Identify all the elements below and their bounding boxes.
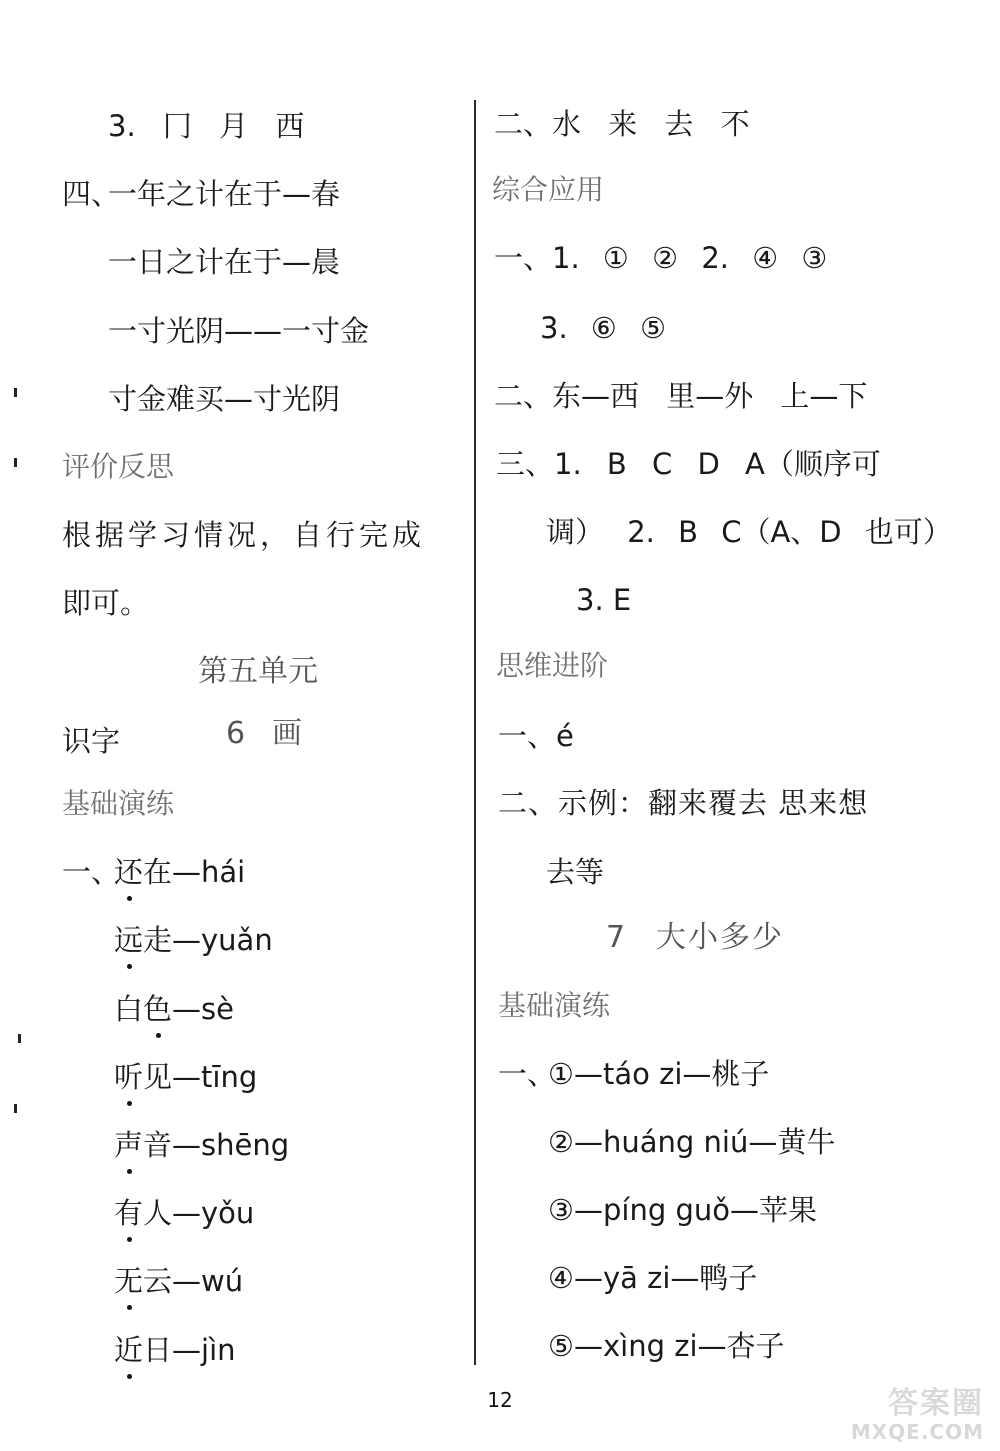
comp-answer: 三、1. B C D A（顺序可 xyxy=(496,447,881,481)
fruit-answer: ①—táo zi—桃子 xyxy=(548,1057,770,1091)
pinyin-pair xyxy=(114,1125,289,1165)
lesson-title: 画 xyxy=(272,716,302,751)
dotted-char: 远 xyxy=(114,920,143,960)
pair-rest: 见—tīng xyxy=(143,1060,258,1094)
fruit-answer: ④—yā zi—鸭子 xyxy=(548,1261,758,1295)
lesson-number: 7 xyxy=(606,920,626,955)
proverb-line: 一年之计在于—春 xyxy=(108,177,341,211)
lesson-category: 识字 xyxy=(62,724,121,758)
dotted-char: 声 xyxy=(114,1125,143,1165)
comp-answer: 调） 2. B C（A、D 也可） xyxy=(546,515,952,549)
section-heading-basic: 基础演练 xyxy=(498,989,611,1022)
pinyin-pair xyxy=(114,1261,243,1301)
scan-mark xyxy=(18,1034,21,1043)
dotted-char: 近 xyxy=(114,1330,143,1370)
fruit-answer: ②—huáng niú—黄牛 xyxy=(548,1125,836,1159)
section-one-label: 一、 xyxy=(498,1057,557,1091)
pair-rest: 走—yuǎn xyxy=(143,923,273,957)
watermark-logo xyxy=(812,1378,992,1446)
section-heading-evaluation: 评价反思 xyxy=(62,450,175,483)
watermark-text: 答案圈 xyxy=(888,1386,984,1421)
scan-mark xyxy=(14,458,17,467)
dotted-char: 听 xyxy=(114,1057,143,1097)
pair-rest: —sè xyxy=(172,992,234,1026)
fruit-answer: ⑤—xìng zi—杏子 xyxy=(548,1329,785,1363)
unit-title: 第五单元 xyxy=(198,654,318,689)
watermark-url: MXQE.COM xyxy=(850,1420,984,1444)
pair-pre: 白 xyxy=(114,992,144,1026)
lesson-number: 6 xyxy=(226,716,246,751)
comp-answer: 二、东—西 里—外 上—下 xyxy=(494,379,868,413)
pinyin-pair xyxy=(114,852,245,892)
section-heading-thinking: 思维进阶 xyxy=(496,649,609,682)
pair-rest: 在—hái xyxy=(143,855,246,889)
section-one-label: 一、 xyxy=(62,855,121,889)
scan-mark xyxy=(14,1104,17,1113)
comp-answer: 3. E xyxy=(576,583,632,617)
scan-mark xyxy=(14,388,17,397)
pinyin-pair xyxy=(114,1330,236,1370)
dotted-char: 无 xyxy=(114,1261,143,1301)
think-answer-cont: 去等 xyxy=(546,855,605,889)
pinyin-pair xyxy=(114,920,273,960)
section-four-label: 四、 xyxy=(62,177,121,211)
page-number: 12 xyxy=(487,1388,513,1412)
think-answer: 一、é xyxy=(498,719,574,753)
section-heading-basic: 基础演练 xyxy=(62,787,175,820)
pinyin-pair xyxy=(114,989,234,1029)
answer-line-two: 二、水 来 去 不 xyxy=(494,107,750,141)
dotted-char: 有 xyxy=(114,1193,143,1233)
comp-answer: 3. ⑥ ⑤ xyxy=(540,311,667,345)
pinyin-pair xyxy=(114,1057,257,1097)
lesson-title: 大小多少 xyxy=(656,920,784,955)
pair-rest: 云—wú xyxy=(143,1264,244,1298)
section-heading-comprehensive: 综合应用 xyxy=(492,173,605,206)
pair-rest: 音—shēng xyxy=(143,1128,290,1162)
think-answer: 二、示例：翻来覆去 思来想 xyxy=(498,786,869,820)
dotted-char: 色 xyxy=(143,989,172,1029)
proverb-line: 寸金难买—寸光阴 xyxy=(108,382,341,416)
pair-rest: 人—yǒu xyxy=(143,1196,255,1230)
fruit-answer: ③—píng guǒ—苹果 xyxy=(548,1193,818,1227)
evaluation-text-cont: 即可。 xyxy=(62,586,150,620)
evaluation-text: 根据学习情况，自行完成 xyxy=(62,518,426,552)
proverb-line: 一寸光阴——一寸金 xyxy=(108,314,370,348)
column-divider xyxy=(474,100,476,1365)
proverb-line: 一日之计在于—晨 xyxy=(108,245,341,279)
pair-rest: 日—jìn xyxy=(143,1333,236,1367)
dotted-char: 还 xyxy=(114,852,143,892)
answer-line-3: 3. 冂 月 西 xyxy=(108,109,305,143)
comp-answer: 一、1. ① ② 2. ④ ③ xyxy=(494,241,828,275)
pinyin-pair xyxy=(114,1193,254,1233)
